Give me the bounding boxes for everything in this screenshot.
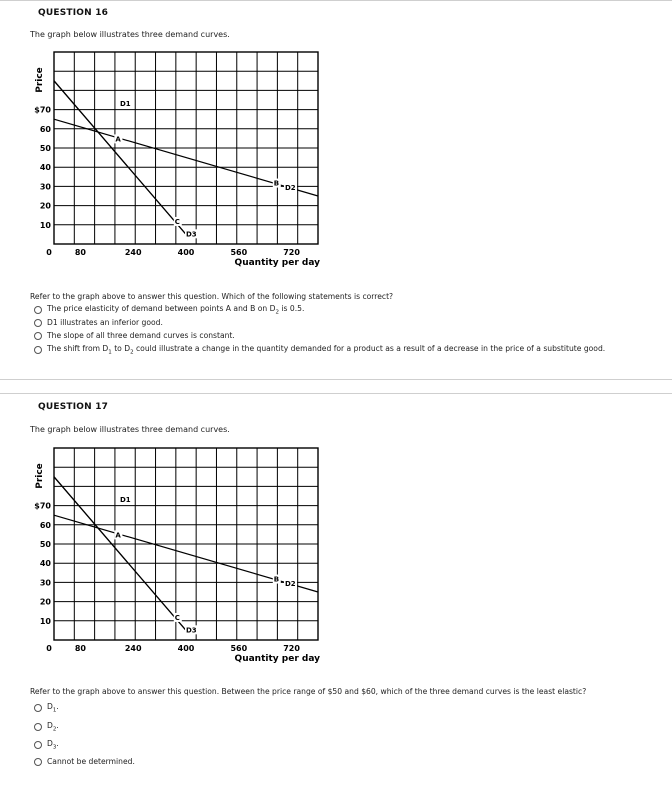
point-label-a: A xyxy=(115,531,121,540)
point-label-a: A xyxy=(115,135,121,144)
x-axis-label: Quantity per day xyxy=(234,654,320,664)
q17-option-4-text: Cannot be determined. xyxy=(47,757,135,766)
point-label-b: B xyxy=(273,179,280,188)
top-separator xyxy=(0,0,672,1)
x-tick-label: 560 xyxy=(230,248,248,257)
y-tick-label: 20 xyxy=(39,597,51,607)
q16-option-3[interactable] xyxy=(34,331,235,340)
point-label-b: B xyxy=(273,575,280,584)
y-tick-label: 10 xyxy=(39,616,51,626)
q17-option-2[interactable] xyxy=(34,721,59,733)
q17-option-4[interactable] xyxy=(34,757,135,766)
y-tick-label: 50 xyxy=(39,540,51,549)
x-tick-label: 560 xyxy=(230,644,248,653)
demand-curves-chart xyxy=(30,444,330,684)
q16-option-3-text: The slope of all three demand curves is constant. xyxy=(47,331,235,340)
y-tick-label: 60 xyxy=(39,520,51,530)
y-tick-label: 20 xyxy=(39,201,51,211)
curve-label-d3: D3 xyxy=(186,626,197,635)
y-tick-label: $70 xyxy=(34,105,51,115)
radio-button[interactable] xyxy=(34,346,42,354)
x-tick-label: 240 xyxy=(124,248,142,257)
radio-button[interactable] xyxy=(34,758,42,766)
y-axis-label: Price xyxy=(35,463,45,489)
x-axis-label: Quantity per day xyxy=(234,258,320,268)
x-tick-label: 720 xyxy=(283,644,300,653)
radio-button[interactable] xyxy=(34,741,42,749)
q16-option-2-text: D1 illustrates an inferior good. xyxy=(47,318,163,327)
curve-label-d2: D2 xyxy=(285,580,296,589)
y-tick-label: 0 xyxy=(46,248,52,257)
question-17-heading: QUESTION 17 xyxy=(38,402,109,412)
y-tick-label: 0 xyxy=(46,644,52,653)
x-tick-label: 80 xyxy=(74,248,86,257)
x-tick-label: 240 xyxy=(124,644,142,653)
curve-label-d1: D1 xyxy=(120,495,131,504)
question-16-prompt: Refer to the graph above to answer this question. Which of the following statements is correct? xyxy=(30,292,394,301)
point-label-c: C xyxy=(174,217,180,226)
q16-option-4-text: The shift from $D_1$ to $D_2$ could illustrate a change in the quantity demanded for a product as a result of a decrease in the price of a substitute good. xyxy=(47,344,606,356)
question-16-intro: The graph below illustrates three demand curves. xyxy=(30,30,230,39)
y-tick-label: 50 xyxy=(39,144,51,153)
q16-option-1-text: The price elasticity of demand between points A and B on $D_2$ is 0.5. xyxy=(47,304,305,316)
y-tick-label: 40 xyxy=(39,559,51,569)
x-tick-label: 400 xyxy=(177,248,195,257)
y-tick-label: 60 xyxy=(39,124,51,134)
y-tick-label: 40 xyxy=(39,163,51,173)
y-tick-label: 30 xyxy=(39,578,51,588)
x-tick-label: 400 xyxy=(177,644,195,653)
q17-option-1[interactable] xyxy=(34,702,59,714)
q17-option-3-text: $D_3$. xyxy=(47,739,59,751)
curve-label-d2: D2 xyxy=(285,184,296,193)
radio-button[interactable] xyxy=(34,332,42,340)
x-tick-label: 80 xyxy=(74,644,86,653)
demand-curves-chart xyxy=(30,48,330,288)
question-16-graph xyxy=(30,48,330,288)
y-axis-label: Price xyxy=(35,67,45,93)
radio-button[interactable] xyxy=(34,319,42,327)
question-17-graph xyxy=(30,444,330,684)
question-16-heading: QUESTION 16 xyxy=(38,8,109,18)
question-separator xyxy=(0,379,672,380)
q16-option-2[interactable] xyxy=(34,318,163,327)
q17-option-1-text: $D_1$. xyxy=(47,702,59,714)
q16-option-1[interactable] xyxy=(34,304,304,316)
curve-label-d3: D3 xyxy=(186,230,197,239)
x-tick-label: 720 xyxy=(283,248,300,257)
q17-option-3[interactable] xyxy=(34,739,59,751)
question-separator xyxy=(0,393,672,394)
radio-button[interactable] xyxy=(34,306,42,314)
radio-button[interactable] xyxy=(34,723,42,731)
y-tick-label: $70 xyxy=(34,501,51,511)
point-label-c: C xyxy=(174,613,180,622)
curve-label-d1: D1 xyxy=(120,99,131,108)
y-tick-label: 10 xyxy=(39,220,51,230)
question-17-prompt: Refer to the graph above to answer this question. Between the price range of $50 and $60, which of the three demand curves is the least elastic? xyxy=(30,687,587,696)
question-17-intro: The graph below illustrates three demand curves. xyxy=(30,425,230,434)
y-tick-label: 30 xyxy=(39,182,51,192)
q17-option-2-text: $D_2$. xyxy=(47,721,59,733)
q16-option-4[interactable] xyxy=(34,344,605,356)
radio-button[interactable] xyxy=(34,704,42,712)
